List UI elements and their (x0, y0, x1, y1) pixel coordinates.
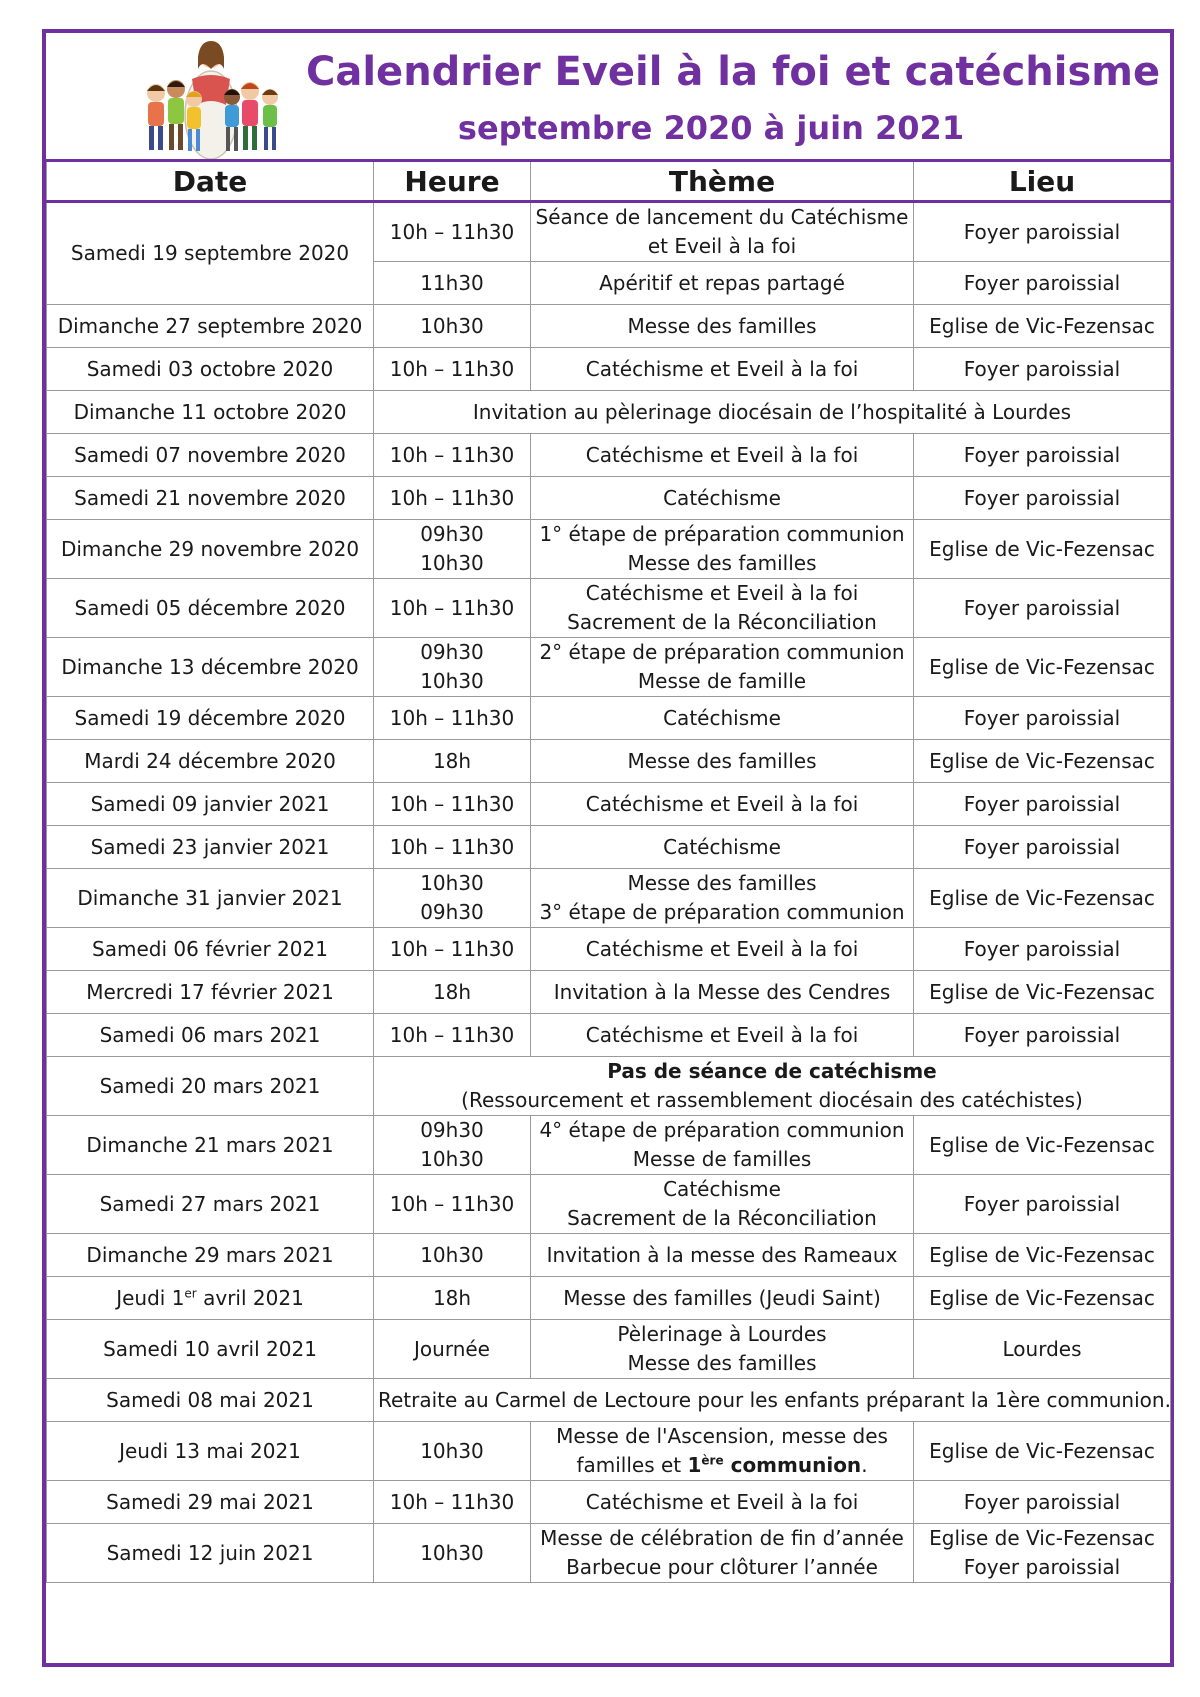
page-title: Calendrier Eveil à la foi et catéchisme (306, 49, 1161, 95)
date-cell: Samedi 08 mai 2021 (47, 1379, 374, 1422)
ordinal-suffix-text: ère (701, 1453, 724, 1468)
ordinal-suffix: er (184, 1285, 197, 1300)
lieu-cell: Eglise de Vic-Fezensac (914, 638, 1171, 697)
merged-event-cell: Retraite au Carmel de Lectoure pour les enfants préparant la 1ère communion. (374, 1379, 1171, 1422)
table-header-row (47, 161, 1171, 202)
lieu-cell: Eglise de Vic-Fezensac (914, 1422, 1171, 1481)
theme-cell: 1° étape de préparation communion Messe des familles (531, 520, 914, 579)
lieu-cell: Eglise de Vic-Fezensac (914, 971, 1171, 1014)
date-cell: Samedi 29 mai 2021 (47, 1481, 374, 1524)
date-cell: Samedi 09 janvier 2021 (47, 783, 374, 826)
table-row (47, 1014, 1171, 1057)
table-row (47, 1422, 1171, 1481)
table-row (47, 305, 1171, 348)
date-cell: Dimanche 31 janvier 2021 (47, 869, 374, 928)
table-row (47, 826, 1171, 869)
theme-cell: Messe de célébration de fin d’année Barbecue pour clôturer l’année (531, 1524, 914, 1583)
date-text: Jeudi 1 (116, 1285, 185, 1310)
lieu-cell: Foyer paroissial (914, 477, 1171, 520)
heure-cell: 10h – 11h30 (374, 348, 531, 391)
table-row (47, 1057, 1171, 1116)
heure-cell: 11h30 (374, 262, 531, 305)
theme-emphasis: communion (723, 1453, 862, 1477)
theme-emphasis: 1 (687, 1453, 702, 1477)
table-row (47, 391, 1171, 434)
merged-event-cell (374, 1057, 1171, 1116)
heure-cell: 10h30 (374, 1234, 531, 1277)
table-row (47, 1379, 1171, 1422)
theme-cell: Messe des familles (531, 740, 914, 783)
heure-cell: 18h (374, 971, 531, 1014)
table-row (47, 1481, 1171, 1524)
theme-cell: Catéchisme et Eveil à la foi (531, 348, 914, 391)
date-cell: Samedi 20 mars 2021 (47, 1057, 374, 1116)
date-cell: Samedi 12 juin 2021 (47, 1524, 374, 1583)
theme-cell: Séance de lancement du Catéchisme et Eveil à la foi (531, 202, 914, 262)
theme-cell: Invitation à la messe des Rameaux (531, 1234, 914, 1277)
date-cell: Samedi 27 mars 2021 (47, 1175, 374, 1234)
date-cell: Samedi 19 décembre 2020 (47, 697, 374, 740)
lieu-cell: Foyer paroissial (914, 826, 1171, 869)
theme-cell: Pèlerinage à Lourdes Messe des familles (531, 1320, 914, 1379)
heure-cell: 10h – 11h30 (374, 202, 531, 262)
theme-text: . (861, 1453, 868, 1477)
table-row (47, 520, 1171, 579)
date-cell: Dimanche 11 octobre 2020 (47, 391, 374, 434)
lieu-cell: Eglise de Vic-Fezensac (914, 1234, 1171, 1277)
date-cell: Samedi 21 novembre 2020 (47, 477, 374, 520)
date-cell (47, 1277, 374, 1320)
table-row (47, 434, 1171, 477)
column-header-theme: Thème (531, 161, 914, 202)
date-text: avril 2021 (196, 1285, 304, 1310)
lieu-cell: Eglise de Vic-Fezensac (914, 869, 1171, 928)
page-subtitle: septembre 2020 à juin 2021 (457, 109, 965, 147)
theme-cell: Messe des familles 3° étape de préparation communion (531, 869, 914, 928)
theme-cell: Catéchisme Sacrement de la Réconciliation (531, 1175, 914, 1234)
table-row (47, 202, 1171, 262)
date-cell: Dimanche 29 novembre 2020 (47, 520, 374, 579)
heure-cell: 10h – 11h30 (374, 434, 531, 477)
theme-cell: Invitation à la Messe des Cendres (531, 971, 914, 1014)
heure-cell: 10h – 11h30 (374, 579, 531, 638)
jesus-with-children-icon (126, 35, 296, 159)
date-cell: Samedi 07 novembre 2020 (47, 434, 374, 477)
no-session-reason: (Ressourcement et rassemblement diocésain des catéchistes) (461, 1088, 1083, 1112)
table-row (47, 1524, 1171, 1583)
heure-cell: 10h – 11h30 (374, 928, 531, 971)
column-header-lieu: Lieu (914, 161, 1171, 202)
table-row (47, 697, 1171, 740)
lieu-cell: Eglise de Vic-Fezensac Foyer paroissial (914, 1524, 1171, 1583)
column-header-date: Date (47, 161, 374, 202)
date-cell: Jeudi 13 mai 2021 (47, 1422, 374, 1481)
theme-text: familles et (576, 1453, 688, 1477)
table-row (47, 971, 1171, 1014)
theme-cell: Catéchisme et Eveil à la foi Sacrement de la Réconciliation (531, 579, 914, 638)
lieu-cell: Foyer paroissial (914, 1481, 1171, 1524)
calendar-table (46, 159, 1171, 1583)
date-cell: Mardi 24 décembre 2020 (47, 740, 374, 783)
theme-cell: Catéchisme et Eveil à la foi (531, 783, 914, 826)
theme-cell: 2° étape de préparation communion Messe de famille (531, 638, 914, 697)
lieu-cell: Foyer paroissial (914, 348, 1171, 391)
heure-cell: 10h30 (374, 1422, 531, 1481)
date-cell: Samedi 23 janvier 2021 (47, 826, 374, 869)
theme-cell: Catéchisme (531, 477, 914, 520)
lieu-cell: Eglise de Vic-Fezensac (914, 1277, 1171, 1320)
lieu-cell: Foyer paroissial (914, 434, 1171, 477)
theme-cell: Catéchisme et Eveil à la foi (531, 1014, 914, 1057)
heure-cell: 09h30 10h30 (374, 1116, 531, 1175)
heure-cell: 10h30 09h30 (374, 869, 531, 928)
theme-cell: Apéritif et repas partagé (531, 262, 914, 305)
calendar-frame (42, 29, 1174, 1667)
theme-cell: Catéchisme (531, 826, 914, 869)
table-row (47, 928, 1171, 971)
date-cell: Dimanche 29 mars 2021 (47, 1234, 374, 1277)
lieu-cell: Lourdes (914, 1320, 1171, 1379)
table-row (47, 1234, 1171, 1277)
lieu-cell: Foyer paroissial (914, 783, 1171, 826)
date-cell: Samedi 03 octobre 2020 (47, 348, 374, 391)
theme-cell: Catéchisme et Eveil à la foi (531, 928, 914, 971)
date-cell: Samedi 19 septembre 2020 (47, 202, 374, 305)
lieu-cell: Foyer paroissial (914, 202, 1171, 262)
heure-cell: 10h30 (374, 305, 531, 348)
theme-cell: Messe des familles (531, 305, 914, 348)
lieu-cell: Eglise de Vic-Fezensac (914, 305, 1171, 348)
ordinal-suffix (701, 1453, 723, 1467)
theme-text: Messe de l'Ascension, messe des (556, 1424, 888, 1448)
lieu-cell: Foyer paroissial (914, 1014, 1171, 1057)
date-cell: Samedi 10 avril 2021 (47, 1320, 374, 1379)
lieu-cell: Eglise de Vic-Fezensac (914, 740, 1171, 783)
heure-cell: 10h30 (374, 1524, 531, 1583)
heure-cell: 10h – 11h30 (374, 1481, 531, 1524)
table-row (47, 1277, 1171, 1320)
lieu-cell: Eglise de Vic-Fezensac (914, 520, 1171, 579)
heure-cell: 10h – 11h30 (374, 1014, 531, 1057)
heure-cell: Journée (374, 1320, 531, 1379)
date-cell: Dimanche 21 mars 2021 (47, 1116, 374, 1175)
table-row (47, 348, 1171, 391)
theme-cell: Catéchisme et Eveil à la foi (531, 1481, 914, 1524)
heure-cell: 10h – 11h30 (374, 1175, 531, 1234)
theme-cell (531, 1422, 914, 1481)
heure-cell: 10h – 11h30 (374, 477, 531, 520)
date-cell: Dimanche 13 décembre 2020 (47, 638, 374, 697)
table-row (47, 783, 1171, 826)
heure-cell: 10h – 11h30 (374, 783, 531, 826)
lieu-cell: Eglise de Vic-Fezensac (914, 1116, 1171, 1175)
table-row (47, 869, 1171, 928)
lieu-cell: Foyer paroissial (914, 697, 1171, 740)
theme-cell: 4° étape de préparation communion Messe de familles (531, 1116, 914, 1175)
date-cell: Samedi 06 février 2021 (47, 928, 374, 971)
lieu-cell: Foyer paroissial (914, 928, 1171, 971)
theme-cell: Messe des familles (Jeudi Saint) (531, 1277, 914, 1320)
theme-cell: Catéchisme et Eveil à la foi (531, 434, 914, 477)
date-cell: Samedi 06 mars 2021 (47, 1014, 374, 1057)
theme-cell: Catéchisme (531, 697, 914, 740)
date-cell: Mercredi 17 février 2021 (47, 971, 374, 1014)
table-row (47, 740, 1171, 783)
lieu-cell: Foyer paroissial (914, 262, 1171, 305)
table-row (47, 1320, 1171, 1379)
table-row (47, 638, 1171, 697)
table-row (47, 1175, 1171, 1234)
table-row (47, 579, 1171, 638)
heure-cell: 18h (374, 740, 531, 783)
merged-event-cell: Invitation au pèlerinage diocésain de l’hospitalité à Lourdes (374, 391, 1171, 434)
date-cell: Samedi 05 décembre 2020 (47, 579, 374, 638)
lieu-cell: Foyer paroissial (914, 1175, 1171, 1234)
no-session-notice: Pas de séance de catéchisme (607, 1059, 937, 1083)
heure-cell: 09h30 10h30 (374, 520, 531, 579)
heure-cell: 10h – 11h30 (374, 697, 531, 740)
heure-cell: 09h30 10h30 (374, 638, 531, 697)
heure-cell: 10h – 11h30 (374, 826, 531, 869)
header (46, 33, 1170, 161)
date-cell: Dimanche 27 septembre 2020 (47, 305, 374, 348)
lieu-cell: Foyer paroissial (914, 579, 1171, 638)
column-header-heure: Heure (374, 161, 531, 202)
table-row (47, 1116, 1171, 1175)
table-row (47, 477, 1171, 520)
heure-cell: 18h (374, 1277, 531, 1320)
